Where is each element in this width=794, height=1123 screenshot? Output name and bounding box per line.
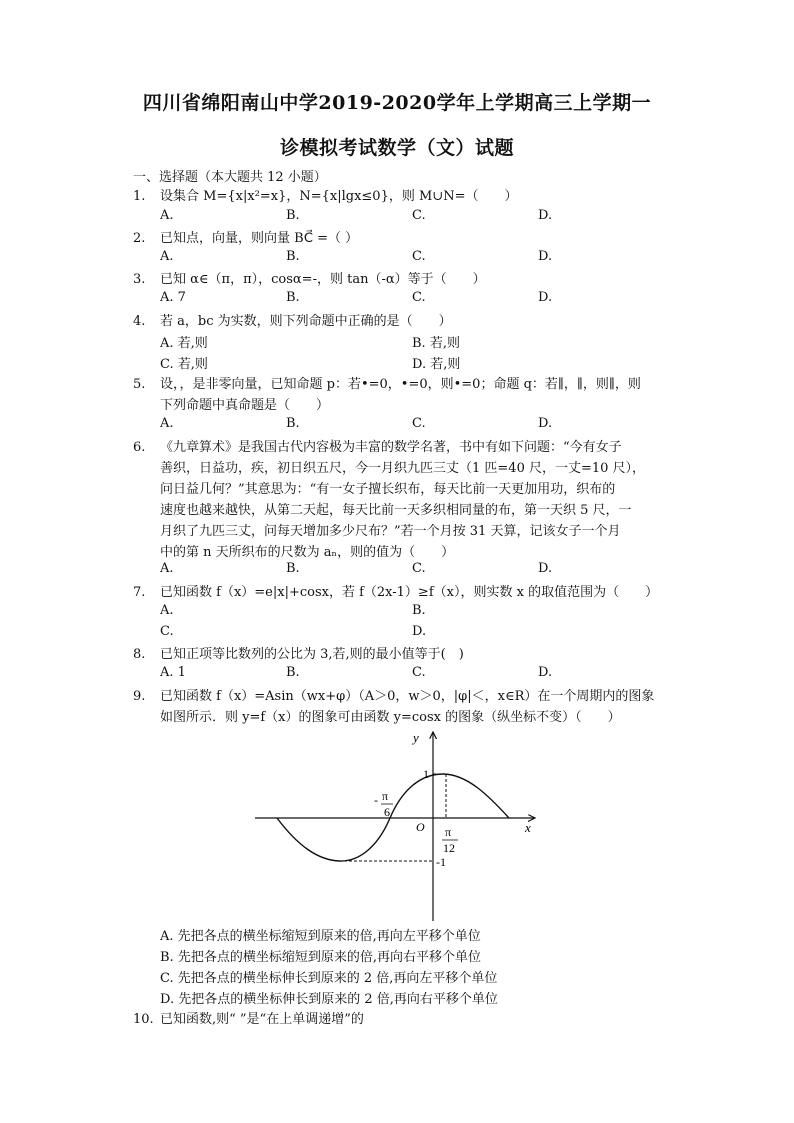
option-b[interactable]: B. [286, 290, 300, 305]
option-c[interactable]: C. [412, 561, 426, 576]
question-7-options-row-1 [160, 603, 660, 623]
question-1-options [160, 208, 660, 228]
question-3-options [160, 290, 660, 310]
sine-graph-figure [253, 726, 543, 926]
option-c[interactable]: C. 若,则 [160, 357, 208, 372]
option-d[interactable]: D. [538, 208, 553, 223]
question-6-options [160, 561, 660, 581]
option-b[interactable]: B. 若,则 [412, 336, 460, 351]
question-text-line-1: 已知函数 f（x）=Asin（wx+φ）（A＞0，w＞0，|φ|＜，x∈R）在一个周期内的图象 [160, 689, 655, 704]
question-number: 4. [133, 314, 146, 329]
option-d[interactable]: D. [538, 249, 553, 264]
question-4-options-row-1 [160, 332, 660, 352]
x-axis-label: x [525, 820, 531, 835]
y-axis-label: y [413, 730, 419, 745]
question-text-line-5: 月织了九匹三丈，问每天增加多少尺布？”若一个月按 31 天算，记该女子一个月 [160, 524, 621, 539]
option-b[interactable]: B. [286, 561, 300, 576]
question-text-line-6: 中的第 n 天所织布的尺数为 aₙ，则的值为（ ） [160, 545, 455, 560]
option-a[interactable]: A. 若,则 [160, 336, 208, 351]
option-a[interactable]: A. [160, 249, 174, 264]
option-d[interactable]: D. 若,则 [412, 357, 461, 372]
question-text: 设集合 M={x|x²=x}，N={x|lgx≤0}，则 M∪N=（ ） [160, 189, 518, 204]
peak-x-denominator: 12 [443, 841, 455, 855]
option-d[interactable]: D. [538, 561, 553, 576]
option-a[interactable]: A. [160, 416, 174, 431]
q9-option-a[interactable]: A. 先把各点的横坐标缩短到原来的倍,再向左平移个单位 [160, 929, 481, 944]
question-text-line-2: 善织，日益功，疾，初日织五尺，今一月织九匹三丈（1 匹=40 尺，一丈=10 尺）， [160, 461, 646, 476]
question-5-options [160, 416, 660, 436]
question-text-line-4: 速度也越来越快，从第二天起，每天比前一天多织相同量的布，第一天织 5 尺，一 [160, 503, 632, 518]
page-title-line-2: 诊模拟考试数学（文）试题 [279, 137, 514, 159]
q9-option-c[interactable]: C. 先把各点的横坐标伸长到原来的 2 倍,再向左平移个单位 [160, 971, 498, 986]
question-number: 2. [133, 231, 146, 246]
option-c[interactable]: C. [412, 208, 426, 223]
option-b[interactable]: B. [412, 603, 426, 618]
question-number: 8. [133, 647, 146, 662]
question-text-line-3: 问日益几何？”其意思为：“有一女子擅长织布，每天比前一天更加用功，织布的 [160, 482, 616, 497]
question-text: 已知函数,则“ ”是“在上单调递增”的 [160, 1012, 364, 1027]
page-title-line-1: 四川省绵阳南山中学2019-2020学年上学期高三上学期一 [142, 92, 652, 114]
y-min-label: -1 [436, 855, 446, 869]
option-c[interactable]: C. [412, 290, 426, 305]
option-c[interactable]: C. [412, 416, 426, 431]
question-text-line-1: 《九章算术》是我国古代内容极为丰富的数学名著，书中有如下问题：“今有女子 [160, 440, 622, 455]
option-d[interactable]: D. [538, 665, 553, 680]
option-d[interactable]: D. [538, 290, 553, 305]
question-2-options [160, 249, 660, 269]
question-number: 7. [133, 585, 146, 600]
option-c[interactable]: C. [412, 665, 426, 680]
section-heading: 一、选择题（本大题共 12 小题） [133, 170, 327, 185]
question-number: 6. [133, 440, 146, 455]
question-number: 1. [133, 189, 146, 204]
left-zero-sign: - [374, 793, 378, 807]
option-b[interactable]: B. [286, 665, 300, 680]
option-b[interactable]: B. [286, 416, 300, 431]
option-a[interactable]: A. [160, 603, 174, 618]
option-a[interactable]: A. 1 [160, 665, 186, 680]
question-number: 10. [133, 1012, 154, 1027]
question-text: 已知 α∈（π，π），cosα=-，则 tan（-α）等于（ ） [160, 272, 486, 287]
question-number: 9. [133, 689, 146, 704]
question-text-line-2: 如图所示．则 y=f（x）的图象可由函数 y=cosx 的图象（纵坐标不变）（ ） [160, 710, 621, 725]
question-8-options [160, 665, 660, 685]
question-text-line-2: 下列命题中真命题是（ ） [160, 398, 330, 413]
question-4-options-row-2 [160, 353, 660, 373]
q9-option-d[interactable]: D. 先把各点的横坐标伸长到原来的 2 倍,再向右平移个单位 [160, 992, 498, 1007]
question-number: 3. [133, 272, 146, 287]
option-a[interactable]: A. [160, 208, 174, 223]
question-text: 已知点，向量，则向量 BC⃗ =（ ） [160, 231, 359, 246]
y-max-label: 1 [423, 767, 429, 781]
question-text: 已知正项等比数列的公比为 3,若,则的最小值等于( ) [160, 647, 464, 662]
question-text: 若 a，bc 为实数，则下列命题中正确的是（ ） [160, 314, 452, 329]
left-zero-denominator: 6 [384, 805, 390, 819]
question-text: 已知函数 f（x）=e|x|+cosx，若 f（2x-1）≥f（x），则实数 x 的取值范围为（ ） [160, 585, 659, 600]
q9-option-b[interactable]: B. 先把各点的横坐标缩短到原来的倍,再向右平移个单位 [160, 950, 481, 965]
option-a[interactable]: A. [160, 561, 174, 576]
peak-x-numerator: π [445, 825, 452, 839]
option-d[interactable]: D. [412, 624, 427, 639]
option-b[interactable]: B. [286, 249, 300, 264]
question-text-line-1: 设，，是非零向量，已知命题 p：若•=0，•=0，则•=0；命题 q：若∥，∥，则∥，则 [160, 377, 641, 392]
origin-label: O [416, 820, 425, 834]
question-7-options-row-2 [160, 624, 660, 644]
option-c[interactable]: C. [412, 249, 426, 264]
option-c[interactable]: C. [160, 624, 174, 639]
option-b[interactable]: B. [286, 208, 300, 223]
option-d[interactable]: D. [538, 416, 553, 431]
option-a[interactable]: A. 7 [160, 290, 186, 305]
left-zero-numerator: π [382, 789, 389, 803]
question-number: 5. [133, 377, 146, 392]
